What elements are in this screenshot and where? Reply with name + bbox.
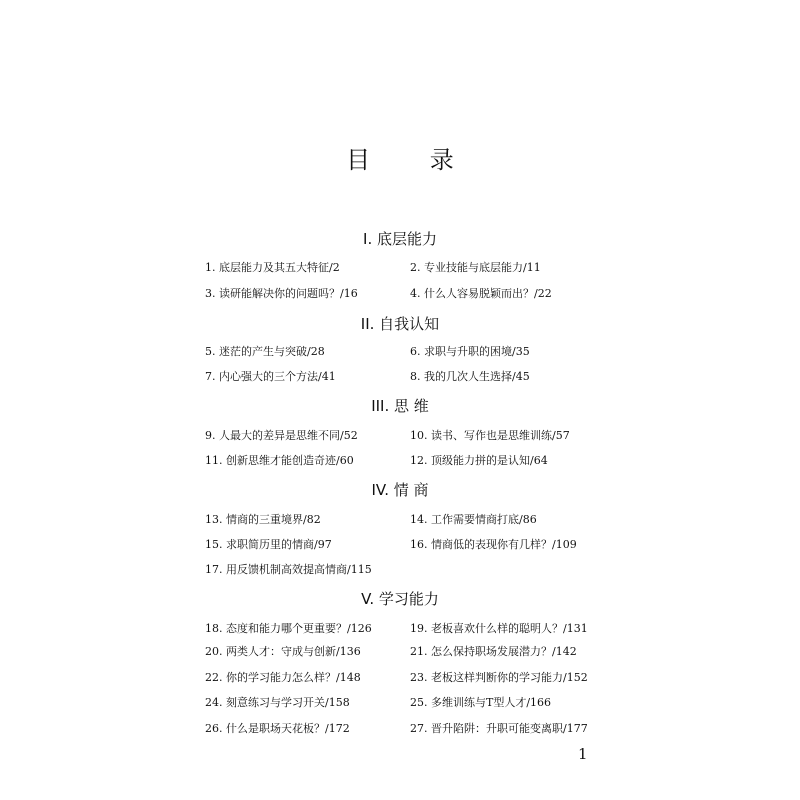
page-number: 1: [578, 745, 588, 763]
toc-entry: 17. 用反馈机制高效提高情商/115: [205, 563, 372, 576]
toc-entry: 18. 态度和能力哪个更重要？/126: [205, 622, 372, 635]
toc-entry: 4. 什么人容易脱颖而出？/22: [410, 287, 552, 300]
toc-entry: 3. 读研能解决你的问题吗？/16: [205, 287, 358, 300]
toc-entry: 2. 专业技能与底层能力/11: [410, 261, 541, 274]
section-heading: I. 底层能力: [363, 230, 437, 248]
toc-entry: 15. 求职简历里的情商/97: [205, 538, 332, 551]
toc-entry: 27. 晋升陷阱：升职可能变离职/177: [410, 722, 588, 735]
toc-entry: 7. 内心强大的三个方法/41: [205, 370, 336, 383]
toc-entry: 25. 多维训练与T型人才/166: [410, 696, 552, 709]
toc-entry: 23. 老板这样判断你的学习能力/152: [410, 671, 588, 684]
section-heading: III. 思 维: [371, 397, 429, 415]
section-heading: IV. 情 商: [371, 481, 429, 499]
toc-entry: 20. 两类人才：守成与创新/136: [205, 645, 361, 658]
toc-entry: 14. 工作需要情商打底/86: [410, 513, 537, 526]
toc-entry: 5. 迷茫的产生与突破/28: [205, 345, 325, 358]
toc-entry: 11. 创新思维才能创造奇迹/60: [205, 454, 354, 467]
toc-entry: 19. 老板喜欢什么样的聪明人？/131: [410, 622, 588, 635]
toc-entry: 6. 求职与升职的困境/35: [410, 345, 530, 358]
toc-entry: 9. 人最大的差异是思维不同/52: [205, 429, 358, 442]
toc-entry: 26. 什么是职场天花板？/172: [205, 722, 350, 735]
toc-entry: 13. 情商的三重境界/82: [205, 513, 321, 526]
toc-title: 目 录: [346, 146, 480, 174]
toc-entry: 8. 我的几次人生选择/45: [410, 370, 530, 383]
toc-entry: 1. 底层能力及其五大特征/2: [205, 261, 340, 274]
toc-entry: 21. 怎么保持职场发展潜力？/142: [410, 645, 577, 658]
toc-entry: 12. 顶级能力拼的是认知/64: [410, 454, 548, 467]
section-heading: II. 自我认知: [360, 315, 440, 333]
toc-entry: 24. 刻意练习与学习开关/158: [205, 696, 350, 709]
toc-entry: 22. 你的学习能力怎么样？/148: [205, 671, 361, 684]
section-heading: V. 学习能力: [361, 590, 439, 608]
toc-entry: 10. 读书、写作也是思维训练/57: [410, 429, 570, 442]
toc-entry: 16. 情商低的表现你有几样？/109: [410, 538, 577, 551]
